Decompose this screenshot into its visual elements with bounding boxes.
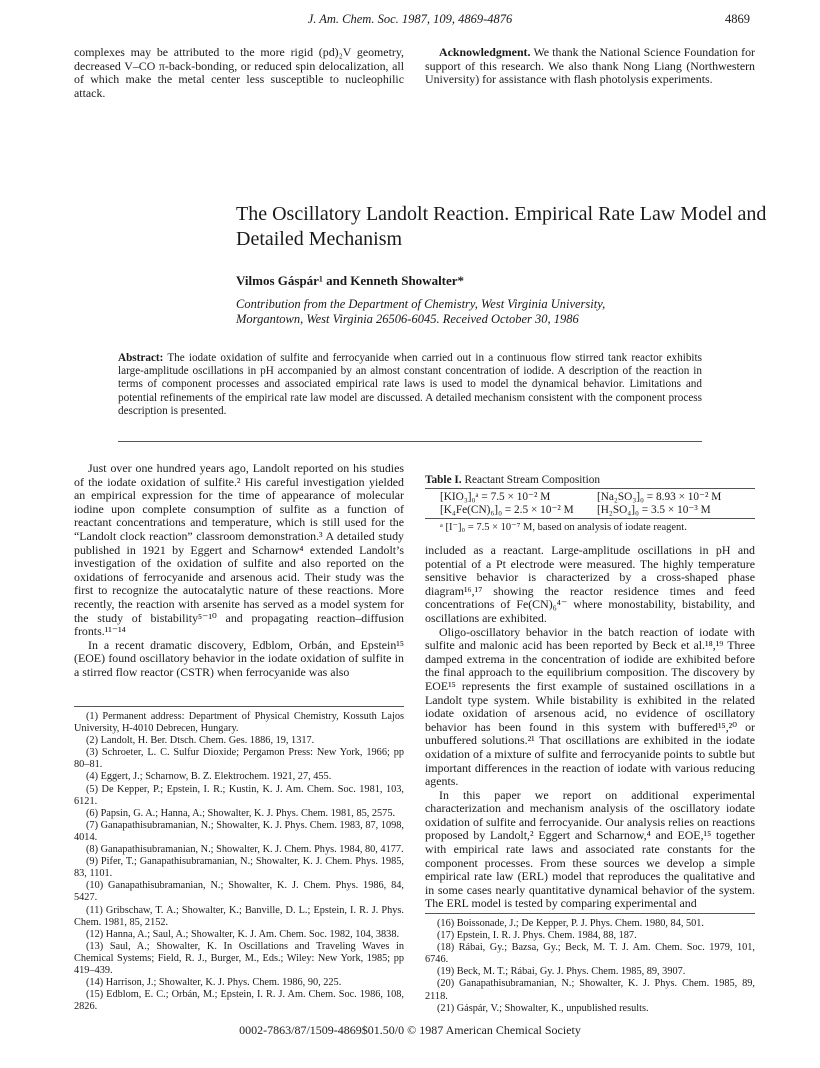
body-left-column xyxy=(74,462,404,680)
body-right-paragraph: Oligo-oscillatory behavior in the batch reaction of iodate with sulfite and malonic acid has been reported by Beck et al.¹⁸,¹⁹ Three damped extrema in the concentration of iodide are exhibited before the final approach to the equilibrium composition. The discovery by EOE¹⁵ represents the first example of sustained oscillations in a Landolt type system. While bistability is exhibited in the related iodate oxidation of arsenous acid, no evidence of oscillatory behavior has been found in this system with buffered¹⁵,²⁰ or unbuffered solutions.²¹ That oscillations are exhibited in the iodate oxidation of a mixture of sulfite and ferrocyanide points to subtle but important differences in the reaction of iodate with various reducing agents. xyxy=(425,624,755,789)
acknowledgment-label: Acknowledgment. xyxy=(439,45,531,59)
body-left-paragraph: In a recent dramatic discovery, Edblom, Orbán, and Epstein¹⁵ (EOE) found oscillatory behavior in the iodate oxidation of sulfite in a stirred flow reactor (CSTR) when ferrocyanide was also xyxy=(74,637,404,679)
affiliation-line-1: Contribution from the Department of Chemistry, West Virginia University, xyxy=(236,297,606,311)
reference-item: (20) Ganapathisubramanian, N.; Showalter, K. J. Phys. Chem. 1985, 89, 2118. xyxy=(425,978,755,1002)
reference-item: (9) Pifer, T.; Ganapathisubramanian, N.; Showalter, K. J. Chem. Phys. 1985, 83, 1101. xyxy=(74,856,404,880)
running-header-journal: J. Am. Chem. Soc. 1987, 109, 4869-4876 xyxy=(307,12,513,26)
reference-item: (17) Epstein, I. R. J. Phys. Chem. 1984, 88, 187. xyxy=(437,930,637,942)
reference-item: (3) Schroeter, L. C. Sulfur Dioxide; Pergamon Press: New York, 1966; pp 80–81. xyxy=(74,747,404,771)
reference-item: (6) Papsin, G. A.; Hanna, A.; Showalter, K. J. Phys. Chem. 1981, 85, 2575. xyxy=(86,807,396,819)
reference-item: (16) Boissonade, J.; De Kepper, P. J. Phys. Chem. 1980, 84, 501. xyxy=(437,918,705,929)
abstract-divider xyxy=(118,441,702,442)
article-authors: Vilmos Gáspár¹ and Kenneth Showalter* xyxy=(236,273,465,288)
table-caption-text: Reactant Stream Composition xyxy=(464,474,601,486)
body-right-paragraph: included as a reactant. Large-amplitude oscillations in pH and potential of a Pt electrode were measured. The highly temperature sensitive behavior is characterized by a cross-shaped phase diagram¹⁶,¹⁷ showing the reactor residence times and feed concentrations of Fe(CN)₆⁴⁻ where monostability, bistability, and oscillations are exhibited. xyxy=(425,543,755,625)
table-cell: [H₂SO₄]₀ = 3.5 × 10⁻³ M xyxy=(597,504,711,516)
table-footnote: ᵃ [I⁻]₀ = 7.5 × 10⁻⁷ M, based on analysis of iodate reagent. xyxy=(440,522,687,533)
reference-item: (21) Gáspár, V.; Showalter, K., unpublished results. xyxy=(437,1002,649,1014)
references-left xyxy=(74,711,404,1013)
abstract-text: The iodate oxidation of sulfite and ferrocyanide when carried out in a continuous flow stirred tank reactor exhibits large-amplitude oscillations in pH accompanied by an almost constant concentration of iodide. A description of the reaction in terms of component processes and associated empirical rate laws is used to model the dynamical behavior. Limitations and potential refinements of the empirical rate law model are discussed. A detailed mechanism consistent with the component process description is presented. xyxy=(118,352,702,417)
reference-item: (11) Gribschaw, T. A.; Showalter, K.; Banville, D. L.; Epstein, I. R. J. Phys. Chem. 1981, 85, 2152. xyxy=(74,904,404,928)
references-left-divider xyxy=(74,706,404,707)
references-right xyxy=(425,918,755,1015)
acknowledgment-text: We thank the National Science Foundation for support of this research. We also thank Nong Liang (Northwestern University) for assistance with flash photolysis experiments. xyxy=(425,45,755,87)
acknowledgment-block xyxy=(425,46,755,87)
table-caption xyxy=(425,474,600,486)
copyright-footer: 0002-7863/87/1509-4869$01.50/0 © 1987 American Chemical Society xyxy=(239,1023,581,1037)
reference-item: (15) Edblom, E. C.; Orbán, M.; Epstein, I. R. J. Am. Chem. Soc. 1986, 108, 2826. xyxy=(74,989,404,1013)
article-title: The Oscillatory Landolt Reaction. Empirical Rate Law Model and Detailed Mechanism xyxy=(236,203,767,250)
reference-item: (2) Landolt, H. Ber. Dtsch. Chem. Ges. 1886, 19, 1317. xyxy=(86,735,315,747)
page-number: 4869 xyxy=(725,12,750,26)
affiliation-line-2: Morgantown, West Virginia 26506-6045. Received October 30, 1986 xyxy=(236,312,579,326)
body-right-paragraph: In this paper we report on additional experimental characterization and mechanism analysis of the oscillatory iodate oxidation of sulfite and ferrocyanide. Our analysis relies on reactions proposed by Landolt,² Eggert and Scharnow,⁴ and EOE,¹⁵ together with empirical rate laws and associated rate constants for the component processes. From these sources we develop a simple empirical rate law (ERL) model that reproduces the qualitative and in some cases nearly quantitative dynamical behavior of the system. The ERL model is tested by comparing experimental and xyxy=(425,787,755,911)
abstract xyxy=(118,352,702,418)
abstract-label: Abstract: xyxy=(118,352,164,364)
reference-item: (14) Harrison, J.; Showalter, K. J. Phys. Chem. 1986, 90, 225. xyxy=(86,977,342,989)
reference-item: (18) Rábai, Gy.; Bazsa, Gy.; Beck, M. T. J. Am. Chem. Soc. 1979, 101, 6746. xyxy=(425,942,755,966)
table-cell: [K₄Fe(CN)₆]₀ = 2.5 × 10⁻² M xyxy=(440,504,574,516)
reference-item: (4) Eggert, J.; Scharnow, B. Z. Elektrochem. 1921, 27, 455. xyxy=(86,771,332,783)
table-cell: [Na₂SO₃]₀ = 8.93 × 10⁻² M xyxy=(597,491,722,503)
references-right-divider xyxy=(425,913,755,914)
body-left-paragraph: Just over one hundred years ago, Landolt reported on his studies of the iodate oxidation of sulfite.² His careful investigation yielded an empirical expression for the time of appearance of molecular iodine upon complete consumption of sulfite as a function of reactant concentrations and temperature, which is still used for the “Landolt clock reaction” classroom demonstration.³ A detailed study published in 1921 by Eggert and Scharnow⁴ extended Landolt’s investigation of the oxidation of sulfite and also reported on the oxidations of ferrocyanide and arsenous acid. Their study was the first to recognize the autocatalytic nature of these reactions. More recently, the reaction with arsenite has served as a model system for the study of bistability⁵⁻¹⁰ and propagating reaction–diffusion fronts.¹¹⁻¹⁴ xyxy=(74,461,404,639)
table-top-rule xyxy=(425,488,755,489)
reference-item: (1) Permanent address: Department of Physical Chemistry, Kossuth Lajos University, H-4010 Debrecen, Hungary. xyxy=(74,711,404,735)
reference-item: (7) Ganapathisubramanian, N.; Showalter, K. J. Phys. Chem. 1983, 87, 1098, 4014. xyxy=(74,819,404,843)
reference-item: (13) Saul, A.; Showalter, K. In Oscillations and Traveling Waves in Chemical Systems; Field, R. J., Burger, M., Eds.; Wiley: New York, 1985; pp 419–439. xyxy=(74,940,404,976)
reference-item: (5) De Kepper, P.; Epstein, I. R.; Kustin, K. J. Am. Chem. Soc. 1981, 103, 6121. xyxy=(74,783,404,807)
reference-item: (8) Ganapathisubramanian, N.; Showalter, K. J. Chem. Phys. 1984, 80, 4177. xyxy=(86,844,404,856)
reference-item: (19) Beck, M. T.; Rábai, Gy. J. Phys. Chem. 1985, 89, 3907. xyxy=(437,966,686,978)
acknowledgment-paragraph xyxy=(425,46,755,87)
previous-article-text: complexes may be attributed to the more rigid (pd)₂V geometry, decreased V–CO π-back-bonding, or reduced spin delocalization, all of which make the metal center less susceptible to nucleophilic attack. xyxy=(74,45,404,100)
table-bottom-rule xyxy=(425,518,755,519)
article-affiliation xyxy=(236,297,756,327)
reference-item: (10) Ganapathisubramanian, N.; Showalter, K. J. Chem. Phys. 1986, 84, 5427. xyxy=(74,880,404,904)
body-right-column xyxy=(425,544,755,911)
table-caption-label: Table I. xyxy=(425,474,462,486)
table-cell: [KIO₃]₀ᵃ = 7.5 × 10⁻² M xyxy=(440,491,551,503)
previous-article-continuation xyxy=(74,46,404,100)
reference-item: (12) Hanna, A.; Saul, A.; Showalter, K. J. Am. Chem. Soc. 1982, 104, 3838. xyxy=(86,928,400,940)
